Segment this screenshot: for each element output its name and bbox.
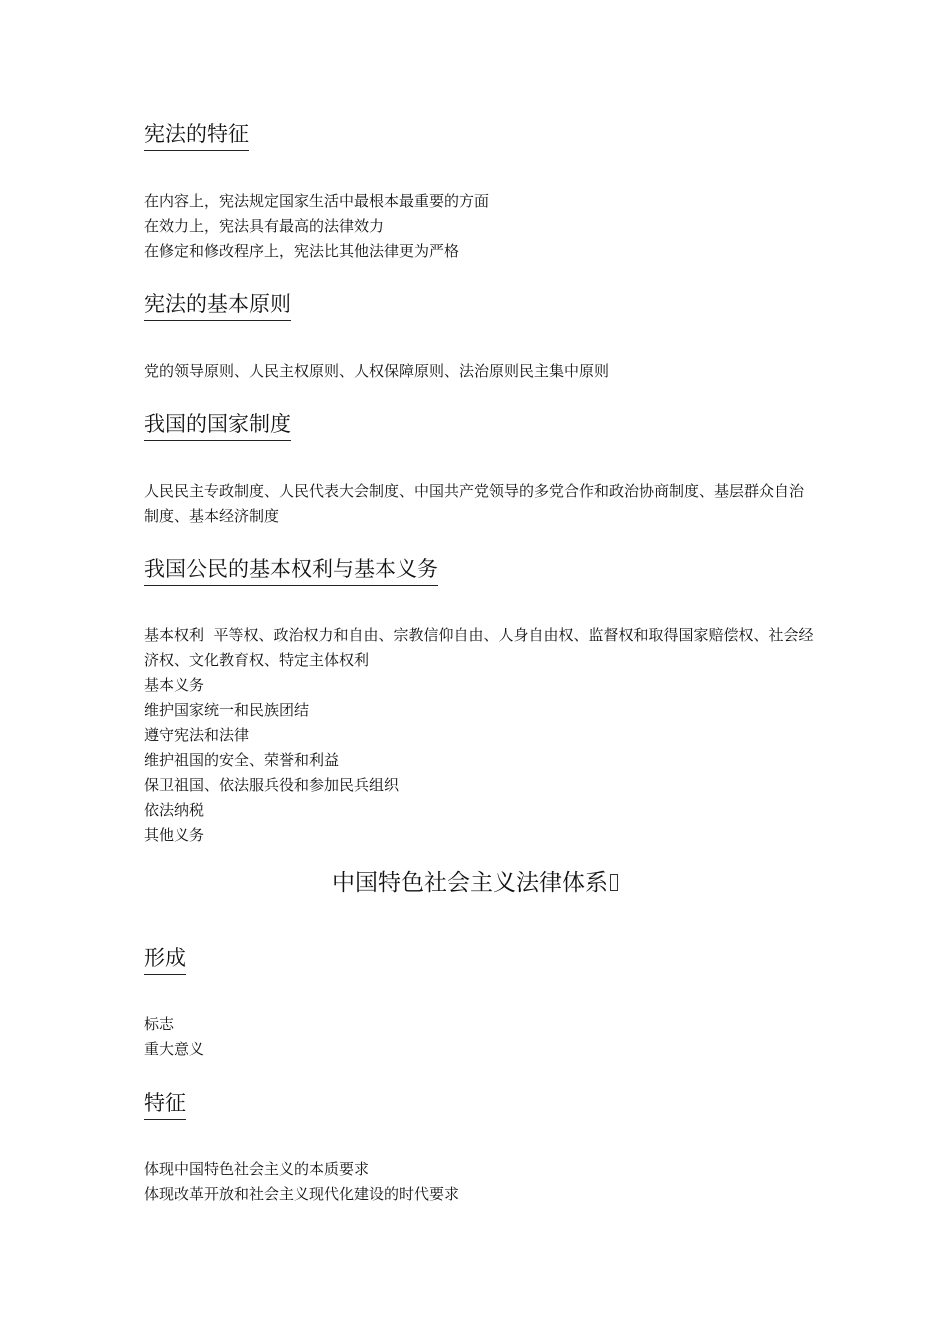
section-heading-state-system: 我国的国家制度 [144, 410, 291, 441]
section-body-constitution-features [144, 189, 814, 264]
section-heading-basic-principles: 宪法的基本原则 [144, 290, 291, 321]
text-line: 标志 [144, 1015, 175, 1033]
text-line: 体现改革开放和社会主义现代化建设的时代要求 [144, 1185, 460, 1203]
text-line: 在内容上，宪法规定国家生活中最根本最重要的方面 [144, 192, 490, 210]
text-line: 依法纳税 [144, 801, 205, 819]
text-line: 其他义务 [144, 826, 205, 844]
text-line: 在修定和修改程序上，宪法比其他法律更为严格 [144, 242, 460, 260]
text-line: 基本义务 [144, 676, 205, 694]
section-body-basic-principles [144, 359, 814, 384]
section-heading-formation: 形成 [144, 944, 186, 975]
text-line: 维护祖国的安全、荣誉和利益 [144, 751, 340, 769]
text-line: 在效力上，宪法具有最高的法律效力 [144, 217, 385, 235]
text-paragraph: 基本权利 平等权、政治权力和自由、宗教信仰自由、人身自由权、监督权和取得国家赔偿权、社会经济权、文化教育权、特定主体权利 [144, 626, 814, 669]
center-title-text: 中国特色社会主义法律体系 [332, 870, 608, 896]
section-body-characteristics [144, 1157, 814, 1207]
section-heading-rights-duties: 我国公民的基本权利与基本义务 [144, 555, 438, 586]
section-heading-constitution-features: 宪法的特征 [144, 120, 249, 151]
text-paragraph: 人民民主专政制度、人民代表大会制度、中国共产党领导的多党合作和政治协商制度、基层群众自治制度、基本经济制度 [144, 482, 805, 525]
section-body-state-system [144, 479, 814, 529]
section-body-formation [144, 1012, 814, 1062]
section-heading-characteristics: 特征 [144, 1089, 186, 1120]
text-line: 维护国家统一和民族团结 [144, 701, 310, 719]
text-line: 体现中国特色社会主义的本质要求 [144, 1160, 370, 1178]
section-body-rights-duties [144, 623, 814, 848]
text-line: 重大意义 [144, 1040, 205, 1058]
text-line: 党的领导原则、人民主权原则、人权保障原则、法治原则民主集中原则 [144, 362, 610, 380]
text-line: 保卫祖国、依法服兵役和参加民兵组织 [144, 776, 400, 794]
missing-glyph-box-icon [610, 874, 618, 891]
center-title [0, 867, 950, 899]
text-line: 遵守宪法和法律 [144, 726, 250, 744]
